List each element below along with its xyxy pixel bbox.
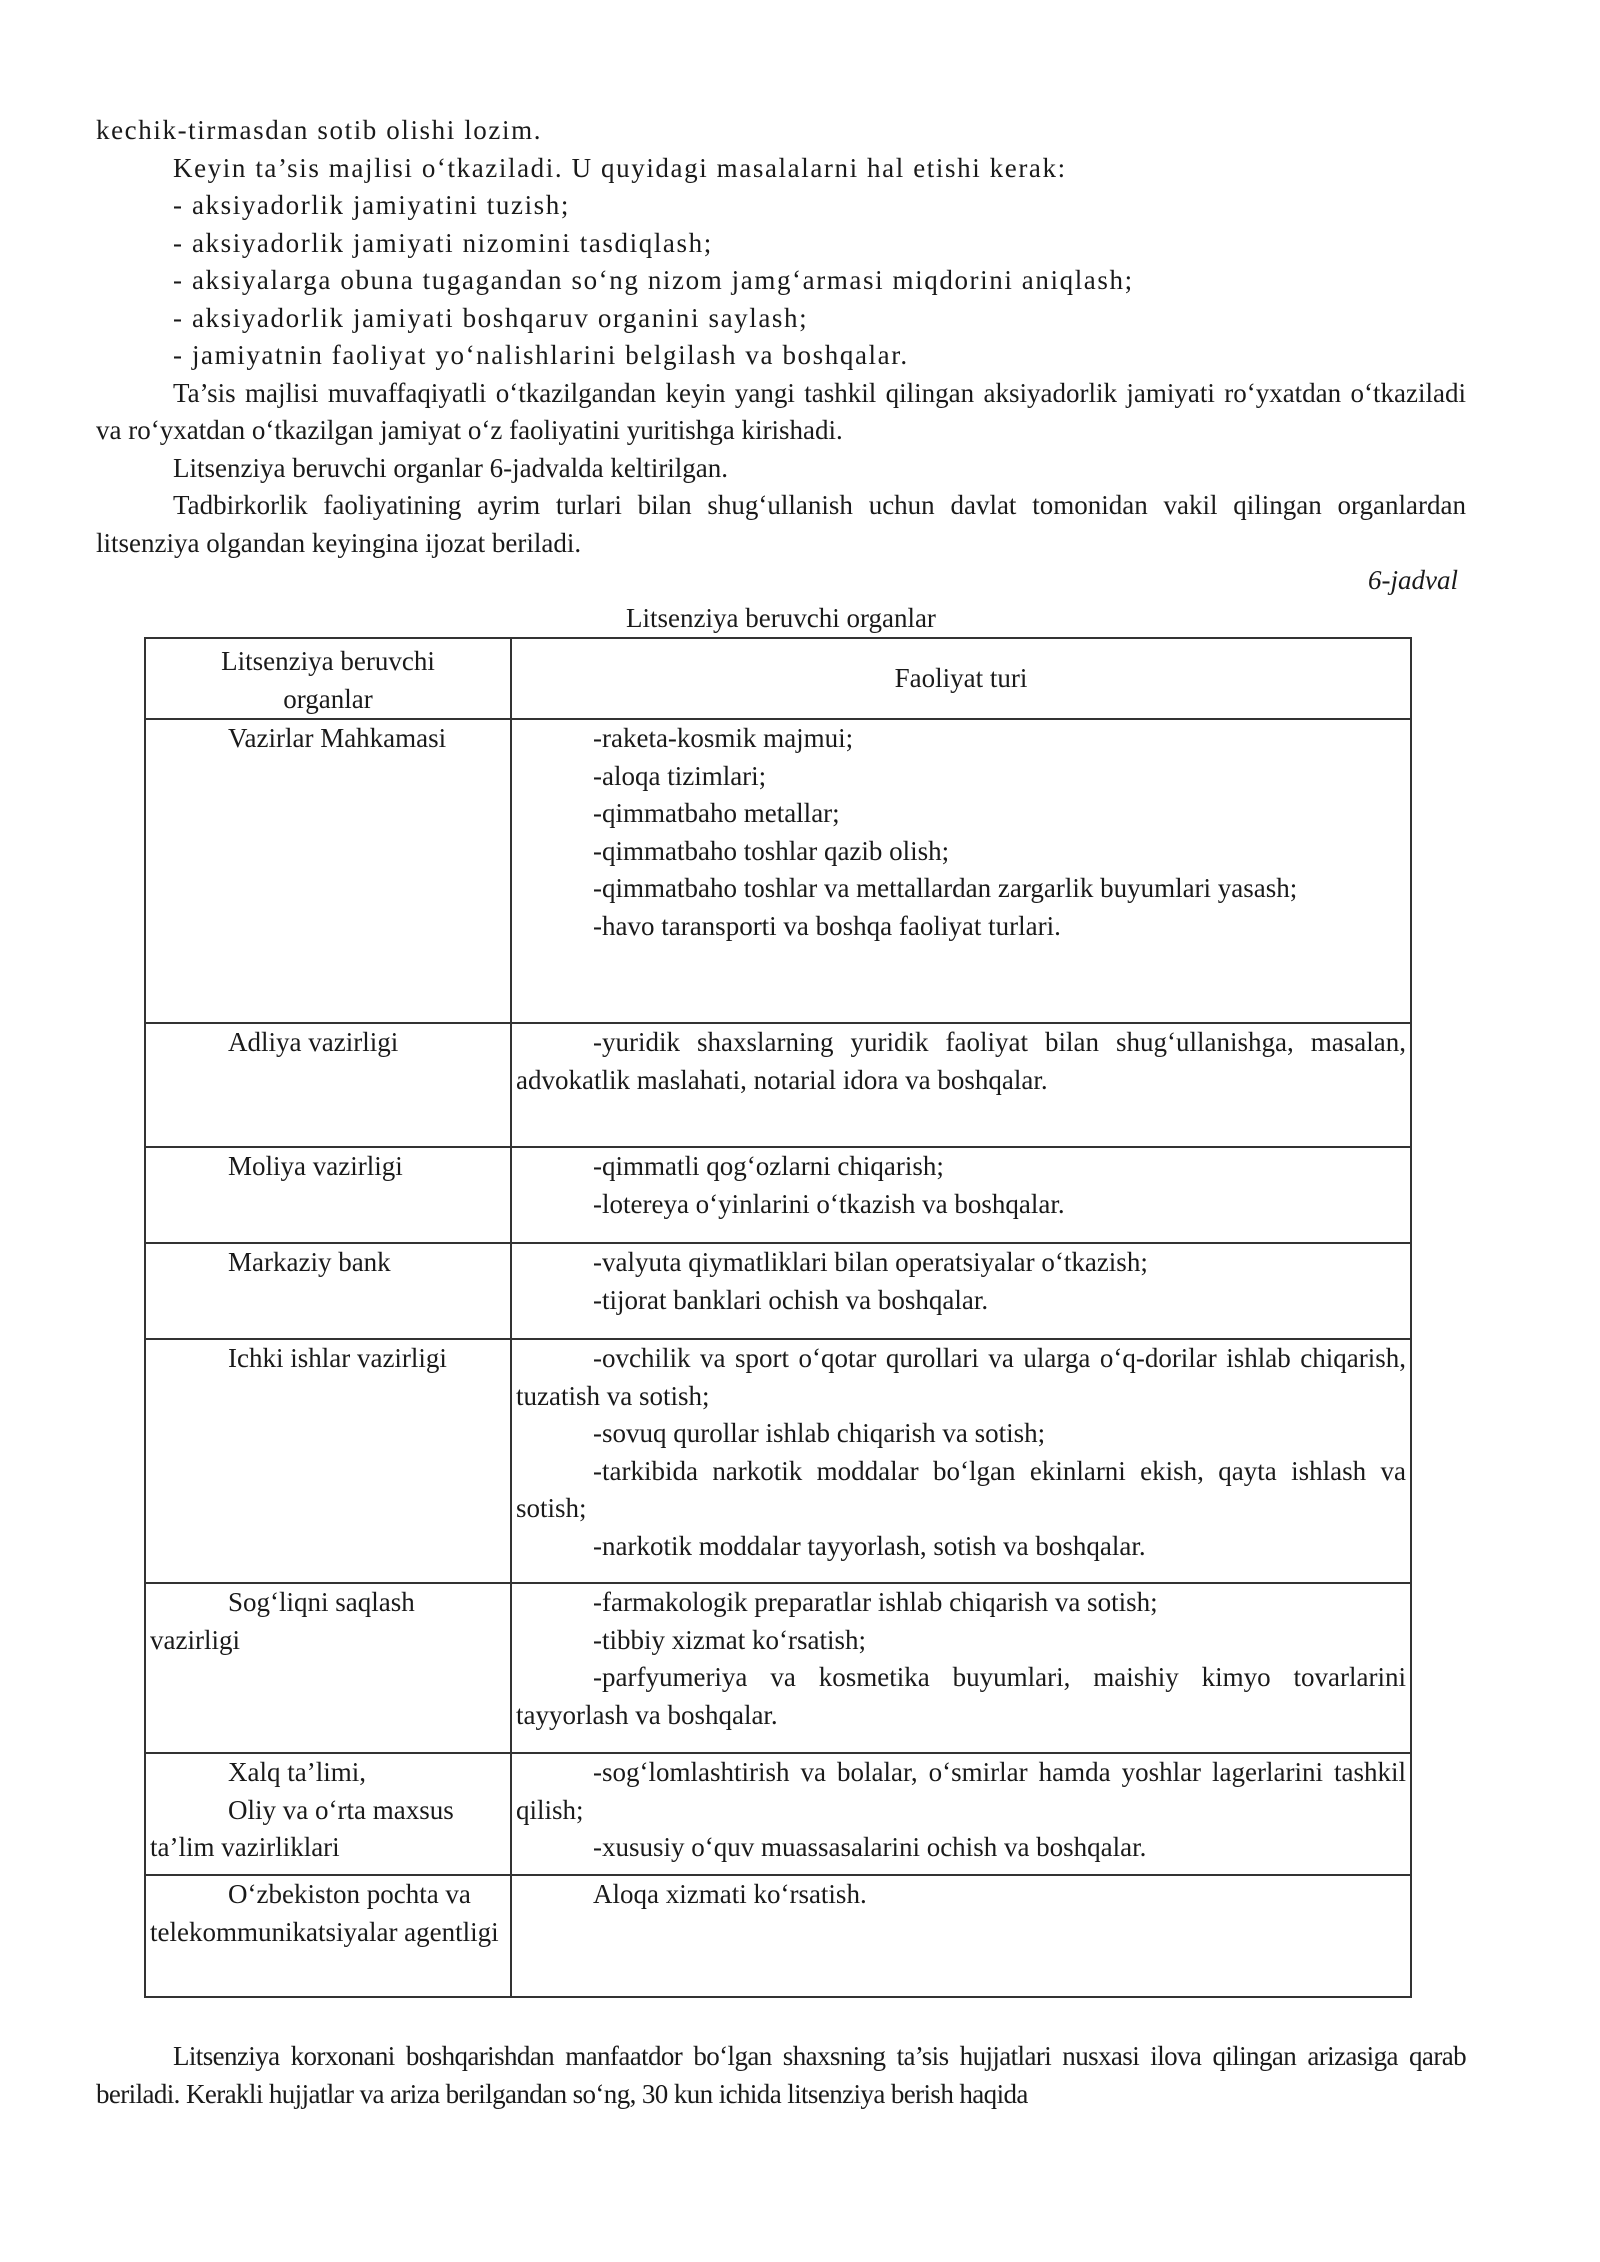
organ-cell <box>145 1243 511 1339</box>
table-row <box>145 1243 1411 1339</box>
activity-cell <box>511 1875 1411 1997</box>
table-row <box>145 1583 1411 1753</box>
activity-item: -qimmatbaho toshlar qazib olish; <box>593 835 950 866</box>
activity-item: -sovuq qurollar ishlab chiqarish va sotish; <box>593 1418 1046 1448</box>
header-activity: Faoliyat turi <box>511 638 1411 719</box>
activity-item: -qimmatli qog‘ozlarni chiqarish; <box>593 1151 944 1181</box>
activity-item: -lotereya o‘yinlarini o‘tkazish va boshqalar. <box>593 1188 1065 1219</box>
activity-item: -xususiy o‘quv muassasalarini ochish va boshqalar. <box>593 1832 1147 1862</box>
activity-item: -valyuta qiymatliklari bilan operatsiyalar o‘tkazish; <box>593 1247 1148 1277</box>
paragraph-table-ref: Litsenziya beruvchi organlar 6-jadvalda keltirilgan. <box>173 452 729 483</box>
intro-line-2: Keyin ta’sis majlisi o‘tkaziladi. U quyidagi masalalarni hal etishi kerak: <box>173 152 1067 183</box>
activity-item: -tibbiy xizmat ko‘rsatish; <box>593 1624 866 1655</box>
task-list-item: - aksiyadorlik jamiyati nizomini tasdiqlash; <box>173 227 713 258</box>
activity-item: -sog‘lomlashtirish va bolalar, o‘smirlar hamda yoshlar lagerlarini tashkil qilish; <box>516 1757 1406 1825</box>
organ-cell <box>145 1753 511 1875</box>
table-row <box>145 1875 1411 1997</box>
task-list-item: - aksiyadorlik jamiyati boshqaruv organini saylash; <box>173 302 809 333</box>
intro-line-1: kechik-tirmasdan sotib olishi lozim. <box>96 115 543 145</box>
organ-name: Ichki ishlar vazirligi <box>228 1343 447 1373</box>
activity-cell <box>511 1583 1411 1753</box>
activity-item: -yuridik shaxslarning yuridik faoliyat bilan shug‘ullanishga, masalan, advokatlik maslahati, notarial idora va boshqalar. <box>516 1027 1406 1095</box>
organ-cell <box>145 1875 511 1997</box>
header-organs <box>145 638 511 719</box>
organ-name: Adliya vazirligi <box>228 1027 399 1057</box>
organ-name: Moliya vazirligi <box>228 1151 403 1181</box>
document-page <box>96 112 1466 2113</box>
table-row <box>145 1147 1411 1243</box>
activity-cell <box>511 1243 1411 1339</box>
table-header-row <box>145 638 1411 719</box>
paragraph-license: Tadbirkorlik faoliyatining ayrim turlari bilan shug‘ullanish uchun davlat tomonidan vakil qilingan organlardan litsenziya olgandan keyingina ijozat beriladi. <box>96 490 1466 558</box>
activity-cell <box>511 1753 1411 1875</box>
organ-cell <box>145 1023 511 1147</box>
paragraph-outro: Litsenziya korxonani boshqarishdan manfaatdor bo‘lgan shaxsning ta’sis hujjatlari nusxasi ilova qilingan arizasiga qarab beriladi. Kerakli hujjatlar va ariza berilgandan so‘ng, 30 kun ichida litsenziya berish haqida <box>96 2041 1466 2109</box>
activity-item: -tijorat banklari ochish va boshqalar. <box>593 1284 989 1315</box>
activity-item: Aloqa xizmati ko‘rsatish. <box>593 1879 867 1909</box>
organ-name: Oliy va o‘rta maxsus ta’lim vazirliklari <box>150 1794 454 1862</box>
task-list-item: - aksiyalarga obuna tugagandan so‘ng nizom jamg‘armasi miqdorini aniqlash; <box>173 265 1134 295</box>
organ-name: Markaziy bank <box>228 1247 391 1277</box>
activity-cell <box>511 1339 1411 1583</box>
activity-item: -farmakologik preparatlar ishlab chiqarish va sotish; <box>593 1587 1158 1617</box>
activity-item: -aloqa tizimlari; <box>593 760 767 791</box>
task-list <box>96 187 1466 375</box>
task-list-item: - jamiyatnin faoliyat yo‘nalishlarini belgilash va boshqalar. <box>173 340 909 370</box>
license-table <box>144 637 1412 1998</box>
organ-name: Sog‘liqni saqlash vazirligi <box>150 1587 415 1655</box>
organ-cell <box>145 719 511 1023</box>
organ-cell <box>145 1583 511 1753</box>
organ-name: Vazirlar Mahkamasi <box>228 723 447 753</box>
organ-cell <box>145 1339 511 1583</box>
table-row <box>145 1339 1411 1583</box>
table-row <box>145 719 1411 1023</box>
activity-cell <box>511 1147 1411 1243</box>
activity-cell <box>511 1023 1411 1147</box>
paragraph-tasis: Ta’sis majlisi muvaffaqiyatli o‘tkazilgandan keyin yangi tashkil qilingan aksiyadorlik jamiyati ro‘yxatdan o‘tkaziladi va ro‘yxatdan o‘tkazilgan jamiyat o‘z faoliyatini yuritishga kirishadi. <box>96 377 1466 445</box>
activity-item: -parfyumeriya va kosmetika buyumlari, maishiy kimyo tovarlarini tayyorlash va boshqalar. <box>516 1662 1406 1730</box>
table-label: 6-jadval <box>1368 565 1458 595</box>
task-list-item: - aksiyadorlik jamiyatini tuzish; <box>173 190 570 220</box>
activity-item: -havo taransporti va boshqa faoliyat turlari. <box>593 910 1061 941</box>
organ-cell <box>145 1147 511 1243</box>
activity-item: -qimmatbaho metallar; <box>593 798 840 828</box>
table-row <box>145 1023 1411 1147</box>
activity-item: -narkotik moddalar tayyorlash, sotish va boshqalar. <box>593 1530 1146 1561</box>
activity-item: -ovchilik va sport o‘qotar qurollari va ularga o‘q-dorilar ishlab chiqarish, tuzatish va sotish; <box>516 1343 1406 1411</box>
activity-item: -qimmatbaho toshlar va mettallardan zargarlik buyumlari yasash; <box>593 873 1298 903</box>
table-caption: Litsenziya beruvchi organlar <box>626 602 936 633</box>
activity-item: -tarkibida narkotik moddalar bo‘lgan ekinlarni ekish, qayta ishlash va sotish; <box>516 1455 1406 1523</box>
activity-cell <box>511 719 1411 1023</box>
organ-name: O‘zbekiston pochta va telekommunikatsiyalar agentligi <box>150 1879 499 1947</box>
header-organs-line-2: organlar <box>283 683 373 714</box>
organ-name: Xalq ta’limi, <box>228 1757 366 1787</box>
activity-item: -raketa-kosmik majmui; <box>593 723 854 753</box>
table-row <box>145 1753 1411 1875</box>
header-organs-line-1: Litsenziya beruvchi <box>221 646 435 676</box>
